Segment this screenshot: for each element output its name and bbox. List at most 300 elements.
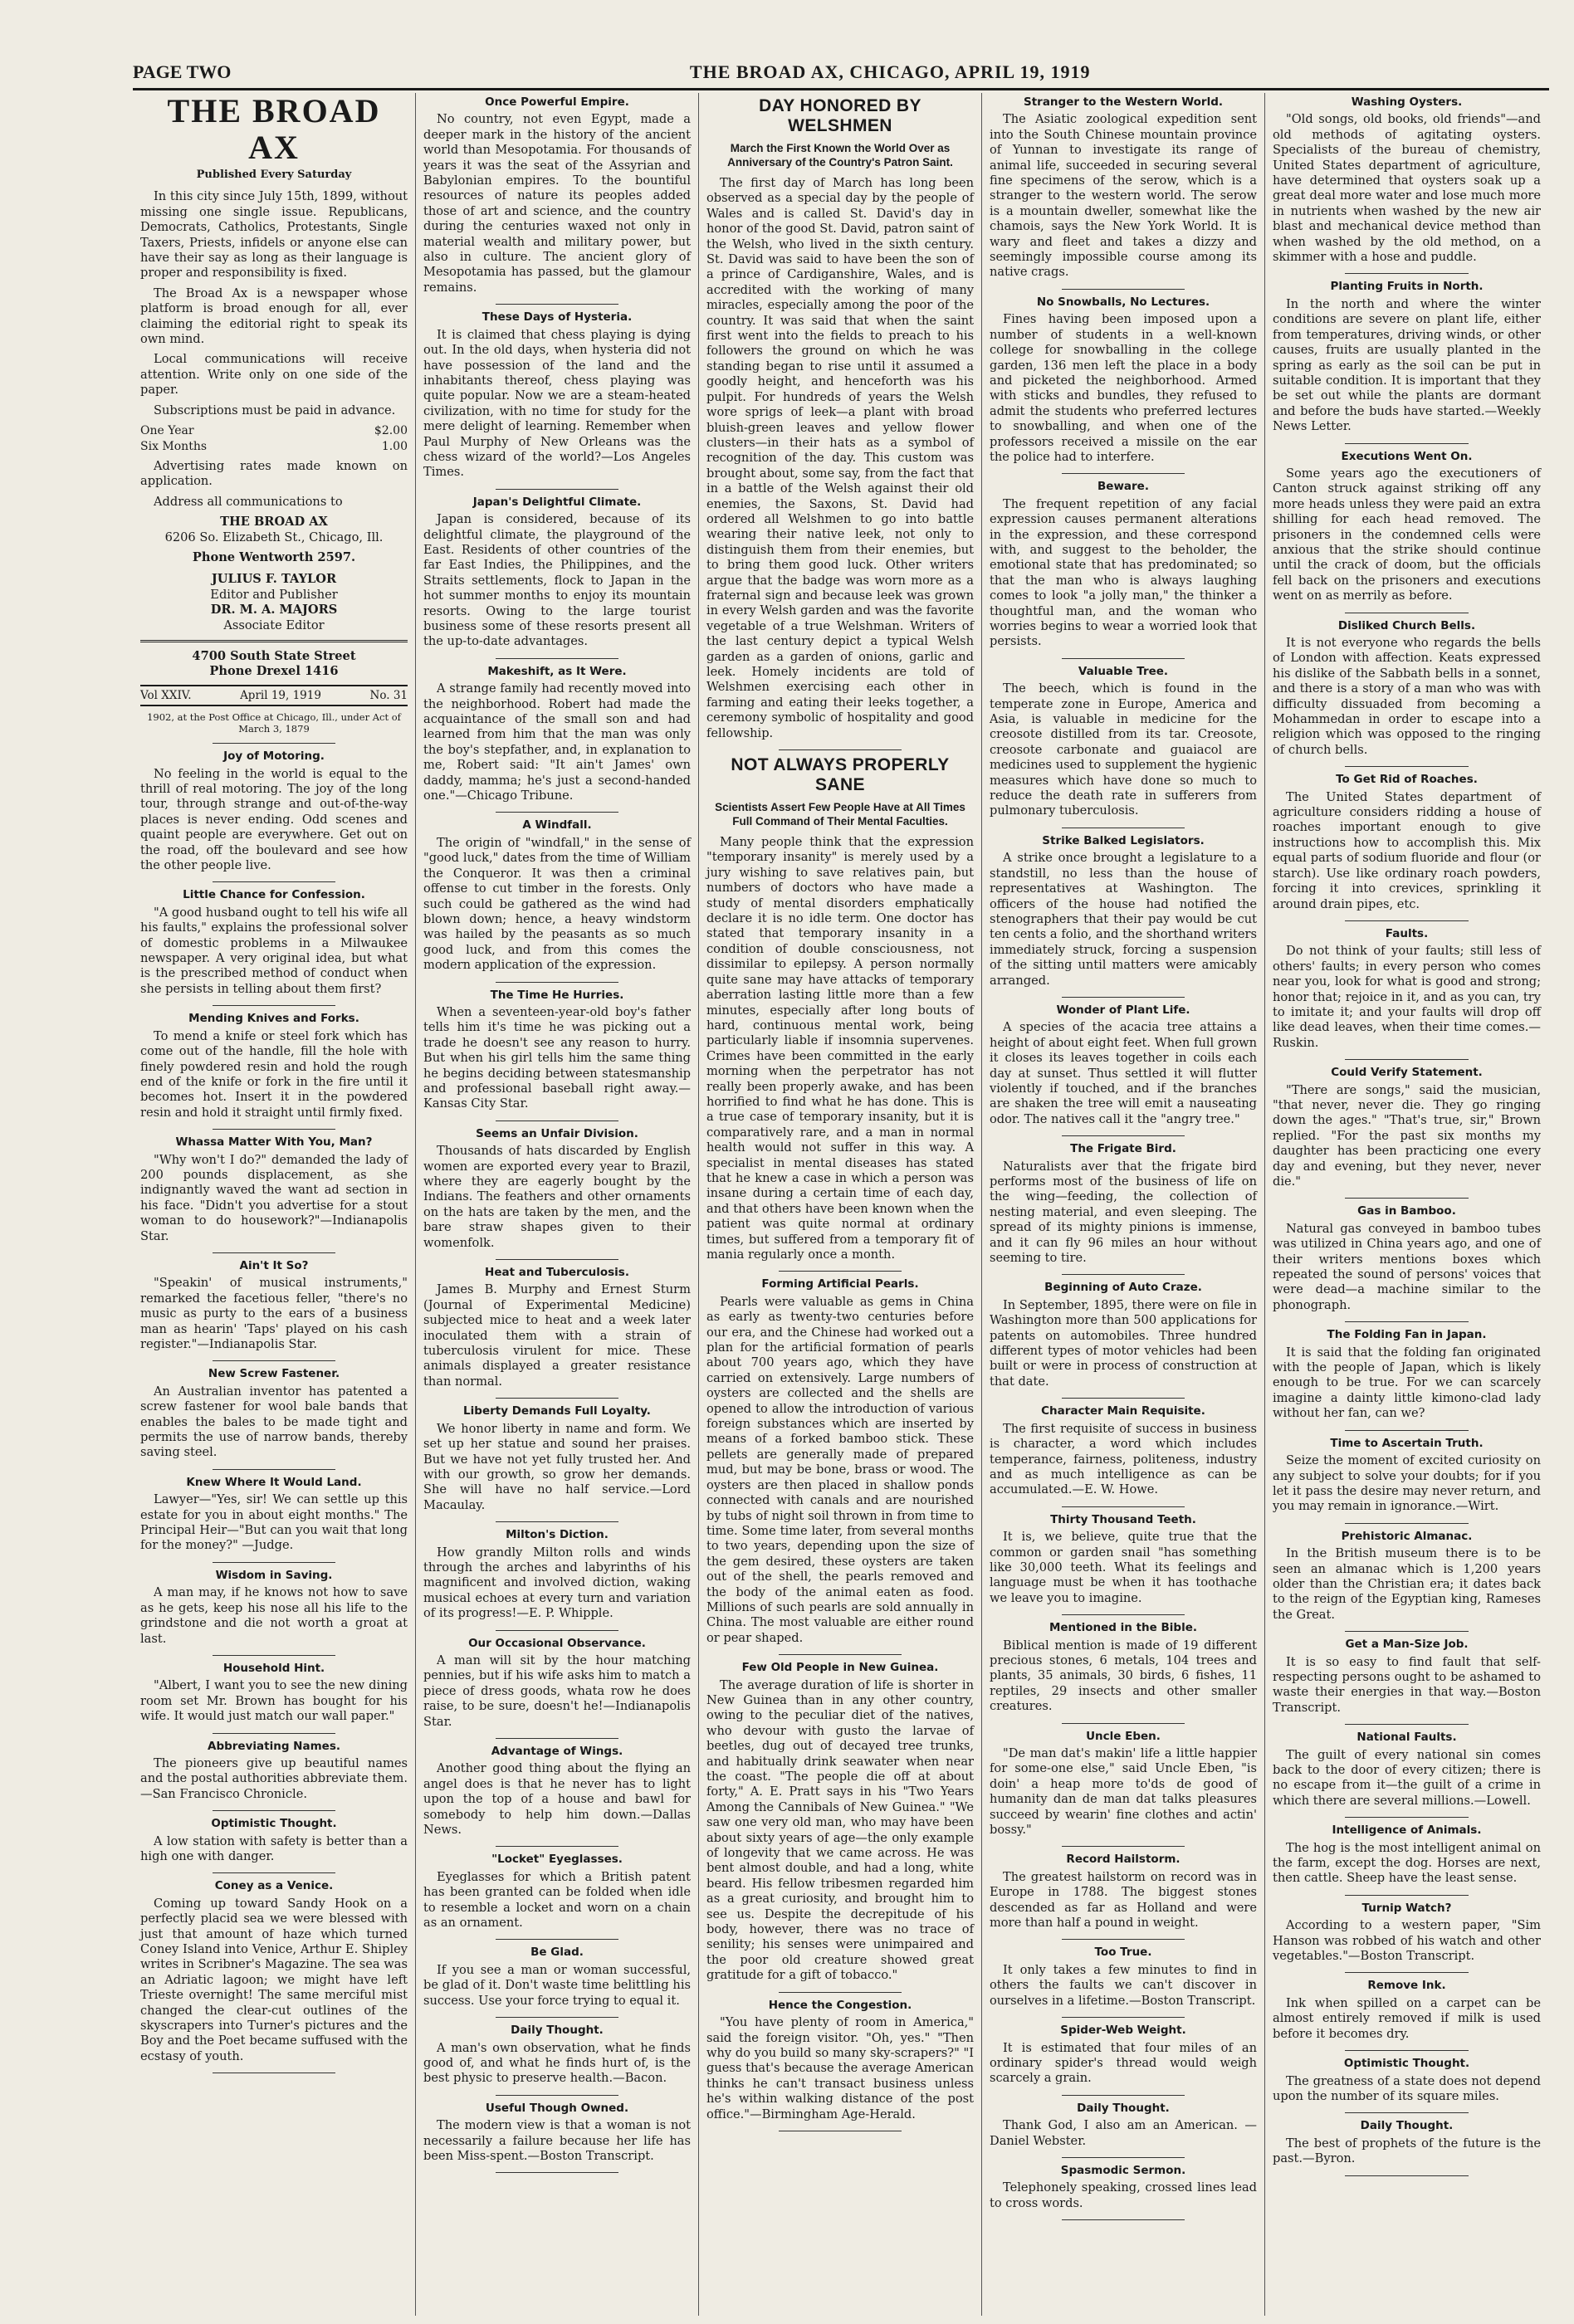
article-body: It is claimed that chess playing is dying out. In the old days, when hysteria did not have possession of the land and the inhabitants thereof, chess playing was quite popular. Now we are a steam-heated civilization, with no time for study for the mere delight of learning. Remember when Paul Murphy of New Orleans was the chess wizard of the world?—Los Angeles Times.: [423, 327, 691, 480]
article-body: Natural gas conveyed in bamboo tubes was utilized in China years ago, and one of their writers mentions boxes which repeated the sound of persons' voices that were dead—a machine similar to the phonograph.: [1273, 1221, 1541, 1312]
article: [990, 2101, 1257, 2158]
article: [140, 1475, 408, 1563]
address-note: Address all communications to: [154, 494, 343, 509]
article: [423, 495, 691, 659]
article-rule: [1345, 1724, 1469, 1725]
article-body: A strike once brought a legislature to a standstill, no less than the house of representatives at Washington. The officers of the house had notified the stenographers that their pay would be cut ten cents a folio, and the shorthand writers immediately struck, forcing a suspension of the sitting until matters were amicably arranged.: [990, 851, 1257, 988]
article-body: The origin of "windfall," in the sense of "good luck," dates from the time of William the Conqueror. It was then a criminal offense to cut timber in the forests. Only such could be gathered as the wind had blown down; hence, a heavy windstorm was hailed by the peasants as so much good luck, and from this comes the modern application of the expression.: [423, 835, 691, 973]
article-body: The guilt of every national sin comes back to the door of every citizen; there is no escape from it—the guilt of a crime in which there are several millions.—Lowell.: [1273, 1747, 1541, 1808]
article-rule: [496, 1846, 618, 1847]
article-body: The best of prophets of the future is the past.—Byron.: [1273, 2136, 1541, 2166]
article-body: "A good husband ought to tell his wife all his faults," explains the professional solver of domestic problems in a Milwaukee newspaper. A very original idea, but what is the prescribed method of conduct when she persists in telling about them first?: [140, 905, 408, 996]
rate-amount: 1.00: [381, 439, 408, 453]
article-rule: [213, 1129, 335, 1130]
article-headline: DAY HONORED BY WELSHMEN: [759, 96, 921, 135]
article: [423, 1852, 691, 1940]
article-body: The average duration of life is shorter in New Guinea than in any other country, owing to the peculiar diet of the natives, who devour with gusto the larvae of beetles, dug out of decayed tree trunks, and habitually drink seawater when near the coast. "The people die off at about forty," A. E. Pratt says in his "Two Years Among the Cannibals of New Guinea." "We saw one very old man, who may have been about sixty years of age—the only example of longevity that we came across. He was bent almost double, and had a long, white beard. His fellow tribesmen regarded him as a great curiosity, and brought him to see us. Despite the decrepitude of his body, however, there was no trace of senility; his senses were unimpaired and the poor old creature showed great gratitude for a gift of tobacco.": [706, 1677, 974, 1983]
article-headline: Washing Oysters.: [1351, 95, 1463, 109]
article-rule: [496, 812, 618, 813]
article-rule: [1062, 2157, 1185, 2158]
article-headline: The Time He Hurries.: [490, 988, 624, 1002]
article-body: The Asiatic zoological expedition sent into the South Chinese mountain province of Yunnan to investigate its range of animal life, succeeded in securing several fine specimens of the serow, which is a stranger to the western world. The serow is a mountain dweller, somewhat like the chamois, says the New York World. It is wary and fleet and takes a dizzy and seemingly impossible course among its native crags.: [990, 112, 1257, 280]
article: [1273, 926, 1541, 1060]
article-rule: [1345, 2112, 1469, 2113]
article: [990, 1945, 1257, 2018]
volume: Vol XXIV.: [140, 688, 192, 702]
article-body: "Speakin' of musical instruments," remarked the facetious feller, "there's no music as purty to the ears of a business man as hearin' 'Taps' played on his cash register."—Indianapolis Star.: [140, 1276, 408, 1351]
article-body: Thank God, I also am an American. —Daniel Webster.: [990, 2118, 1257, 2148]
article-body: Seize the moment of excited curiosity on any subject to solve your doubts; for if you let it pass the desire may never return, and you may remain in ignorance.—Wirt.: [1273, 1453, 1541, 1514]
rate-row: [140, 423, 408, 438]
address-street: 6206 So. Elizabeth St., Chicago, Ill.: [164, 530, 384, 544]
article-headline: Heat and Tuberculosis.: [485, 1266, 629, 1280]
article-rule: [213, 1469, 335, 1470]
article: [1273, 618, 1541, 768]
article: [423, 1265, 691, 1399]
masthead-rule: [140, 640, 408, 642]
article-deck: March the First Known the World Over as Anniversary of the Country's Patron Saint.: [727, 142, 953, 168]
article-rule: [496, 1120, 618, 1121]
article-headline: Wisdom in Saving.: [215, 1568, 333, 1582]
article-headline: Beginning of Auto Craze.: [1044, 1281, 1202, 1295]
article-rule: [496, 1521, 618, 1522]
article-body: If you see a man or woman successful, be glad of it. Don't waste time belittling his success. Use your force trying to equal it.: [423, 1962, 691, 2008]
office-phone: Phone Drexel 1416: [209, 664, 339, 679]
address-name: THE BROAD AX: [220, 515, 328, 530]
article-headline: Mentioned in the Bible.: [1049, 1621, 1198, 1635]
article-body: Coming up toward Sandy Hook on a perfectly placid sea we were blessed with just that amount of haze which turned Coney Island into Venice, Arthur E. Shipley writes in Scribner's Magazine. The sea was an Adriatic lagoon; we might have left Trieste overnight! The same merciful mist changed the clear-cut outlines of the skyscrapers into Turner's pictures and the Boy and the Poet became suffused with the ecstasy of youth.: [140, 1896, 408, 2063]
article-rule: [1062, 1846, 1185, 1847]
article: [140, 1568, 408, 1656]
article: [1273, 279, 1541, 443]
article-rule: [1062, 2017, 1185, 2018]
article-body: Fines having been imposed upon a number of students in a well-known college for snowballing in the college garden, 136 men left the place in a body and picketed the neighborhood. Armed with sticks and bundles, they refused to admit the students who preferred lectures to snowballing, and when one of the professors received a missile on the ear the police had to interfere.: [990, 312, 1257, 464]
article-rule: [1062, 997, 1185, 998]
article-rule: [213, 881, 335, 882]
article: [990, 1620, 1257, 1723]
article: [140, 1135, 408, 1253]
article-headline: Advantage of Wings.: [491, 1745, 623, 1758]
article-body: When a seventeen-year-old boy's father tells him it's time he was picking out a trade he doesn't see any reason to hurry. But when his girl tells him the same thing he begins deciding between statesmanship and professional baseball right away.—Kansas City Star.: [423, 1004, 691, 1111]
article: [140, 749, 408, 882]
masthead-subscriptions: Subscriptions must be paid in advance.: [154, 403, 396, 417]
article-headline: Daily Thought.: [511, 2024, 604, 2038]
article-body: A man's own observation, what he finds good of, and what he finds hurt of, is the best physic to preserve health.—Bacon.: [423, 2040, 691, 2086]
article-body: Japan is considered, because of its delightful climate, the playground of the East. Residents of other countries of the far East Indies, the Philippines, and the Straits settlements, flock to Japan in the hot summer months to enjoy its mountain resorts. Owing to the large tourist business some of these resorts present all the up-to-date advantages.: [423, 512, 691, 649]
article-rule: [1345, 1523, 1469, 1524]
article-headline: Strike Balked Legislators.: [1042, 833, 1205, 847]
column-3: [699, 93, 982, 2316]
article: [706, 1998, 974, 2131]
article-rule: [1062, 2219, 1185, 2220]
article-headline: Turnip Watch?: [1361, 1901, 1452, 1915]
article-body: Many people think that the expression "temporary insanity" is merely used by a jury wishing to save relatives pain, but numbers of doctors who have made a study of mental disorders emphatically declare it is no idle term. One doctor has stated that temporary insanity in a condition of double consciousness, not dissimilar to epilepsy. A person normally quite sane may have attacks of temporary aberration lasting little more than a few minutes, especially after long bouts of hard, continuous mental work, being particularly liable if insomnia supervenes. Crimes have been committed in the early morning when the perpetrator has not really been properly awake, and has been horrified to find what he has done. This is a true case of temporary insanity, but it is comparatively rare, and a man in normal health would not suffer in this way. A specialist in mental diseases has stated that he knew a case in which a person was insane during a certain time of each day, and that others have been known when the patient was quite normal at ordinary times, but suffered from a temporary fit of mania regularly once a month.: [706, 835, 974, 1262]
article: [990, 1729, 1257, 1848]
rate-row: [140, 439, 408, 454]
masthead-communications: Local communications will receive attention. Write only on one side of the paper.: [140, 352, 408, 398]
article: [1273, 1901, 1541, 1974]
article-body: The first requisite of success in business is character, a word which includes temperance, fairness, politeness, industry and as much intelligence as can be accumulated.—E. W. Howe.: [990, 1421, 1257, 1497]
article-rule: [496, 1259, 618, 1260]
article-headline: Stranger to the Western World.: [1023, 95, 1224, 109]
article: [1273, 1327, 1541, 1430]
article-body: "You have plenty of room in America," said the foreign visitor. "Oh, yes." "Then why do you build so many sky-scrapers?" "I guess that's because the average American thinks he can't transact business unless he's within walking distance of the post office."—Birmingham Age-Herald.: [706, 2015, 974, 2121]
article: [1273, 1204, 1541, 1322]
article-headline: Valuable Tree.: [1078, 664, 1169, 678]
article: [1273, 1823, 1541, 1896]
article-headline: Coney as a Venice.: [214, 1879, 334, 1893]
article-rule: [1345, 920, 1469, 921]
article-headline: Hence the Congestion.: [768, 1998, 912, 2012]
article-headline: The Folding Fan in Japan.: [1327, 1328, 1487, 1342]
article-rule: [496, 1738, 618, 1739]
article-body: James B. Murphy and Ernest Sturm (Journal of Experimental Medicine) subjected mice to heat and a week later inoculated them with a strain of tuberculosis virulent for mice. These animals displayed a greater resistance than normal.: [423, 1282, 691, 1389]
article-body: "Old songs, old books, old friends"—and old methods of agitating oysters. Specialists of the bureau of chemistry, United States department of agriculture, have determined that oysters soak up a great deal more water and lose much more in nutrients when washed by the new air blast and mechanical device method than when washed by the old method, on a skimmer with a hose and puddle.: [1273, 112, 1541, 265]
article-headline: Seems an Unfair Division.: [476, 1126, 638, 1140]
article-deck: Scientists Assert Few People Have at All Times Full Command of Their Mental Faculties.: [715, 801, 965, 828]
article: [423, 1404, 691, 1522]
article-body: "Why won't I do?" demanded the lady of 200 pounds displacement, as she indignantly waved the want ad section in his face. "Didn't you advertise for a stout woman to do housework?"—Indianapolis Star.: [140, 1152, 408, 1243]
article-body: Pearls were valuable as gems in China as early as twenty-two centuries before our era, and the Chinese had worked out a plan for the artificial formation of pearls about 700 years ago, which they have carried on extensively. Large numbers of oysters are collected and the shells are opened to allow the introduction of various foreign substances which are inserted by means of a forked bamboo stick. These pellets are generally made of prepared mud, but may be bone, brass or wood. The oysters are then placed in shallow ponds connected with canals and are nourished by tubs of night soil thrown in from time to time. Some time later, from several months to two years, depending upon the size of the gem desired, these oysters are taken out of the shell, the pearls removed and the body of the animal eaten as food. Millions of such pearls are sold annually in China. The most valuable are either round or pear shaped.: [706, 1294, 974, 1645]
article-headline: Joy of Motoring.: [223, 749, 325, 764]
article-body: It is, we believe, quite true that the common or garden snail "has something like 30,000 teeth. What its feelings and language must be when it has toothache we leave you to imagine.: [990, 1530, 1257, 1605]
article-rule: [496, 1939, 618, 1940]
volume-line: [140, 685, 408, 706]
article-rule: [1345, 1430, 1469, 1431]
issue-date: April 19, 1919: [240, 688, 321, 702]
article-rule: [1345, 1817, 1469, 1818]
article: [423, 1945, 691, 2018]
article: [1273, 1978, 1541, 2051]
article-headline: Faults.: [1385, 926, 1429, 940]
article-headline: Beware.: [1097, 480, 1149, 494]
article-headline: Japan's Delightful Climate.: [472, 495, 642, 509]
article-headline: Spasmodic Sermon.: [1060, 2163, 1186, 2177]
issue-number: No. 31: [369, 688, 408, 702]
article-headline: Character Main Requisite.: [1041, 1404, 1205, 1418]
masthead-title: THE BROAD AX: [167, 93, 381, 166]
article-headline: Makeshift, as It Were.: [487, 664, 627, 678]
article: [990, 479, 1257, 658]
article-body: Some years ago the executioners of Canton struck against striking off any more heads unless they were paid an extra shilling for each head removed. The prisoners in the condemned cells were anxious that the strike should continue until the crack of doom, but the officials fell back on the prisoners and executions went on as merrily as before.: [1273, 466, 1541, 603]
article-body: A strange family had recently moved into the neighborhood. Robert had made the acquaintance of the small son and had learned from him that the man was only the boy's stepfather, and, in explanation to me, Robert said: "It ain't James' own daddy, mamma; he's just a second-handed one."—Chicago Tribune.: [423, 681, 691, 803]
article-rule: [213, 1562, 335, 1563]
article-body: Telephonely speaking, crossed lines lead to cross words.: [990, 2180, 1257, 2210]
article-headline: Disliked Church Bells.: [1337, 618, 1476, 632]
article-rule: [213, 1872, 335, 1873]
associate-name: DR. M. A. MAJORS: [210, 603, 338, 618]
article-headline: Knew Where It Would Land.: [186, 1475, 362, 1489]
article: [140, 1366, 408, 1469]
article: [140, 1816, 408, 1873]
article-body: The frequent repetition of any facial expression causes permanent alterations in the expression, and these correspond with, and suggest to the beholder, the emotional state that has predominated; so that the man who is always laughing comes to look "a jolly man," the thinker a thoughtful man, and the woman who worries begins to wear a worried look that persists.: [990, 496, 1257, 649]
article: [1273, 1637, 1541, 1725]
article-headline: Record Hailstorm.: [1066, 1853, 1180, 1867]
article: [140, 887, 408, 1006]
rate-label: Six Months: [140, 439, 208, 453]
article-rule: [213, 1005, 335, 1006]
rate-amount: $2.00: [374, 424, 408, 438]
article-rule: [1345, 1895, 1469, 1896]
article-headline: Uncle Eben.: [1086, 1729, 1161, 1743]
article-headline: Be Glad.: [530, 1946, 584, 1960]
article-body: A man may, if he knows not how to save as he gets, keep his nose all his life to the grindstone and die not worth a groat at last.: [140, 1585, 408, 1646]
article-rule: [1062, 1723, 1185, 1724]
article-headline: Our Occasional Observance.: [468, 1636, 646, 1650]
article-rule: [779, 749, 902, 750]
article-rule: [1062, 1939, 1185, 1940]
article-rule: [1062, 1274, 1185, 1275]
article-headline: New Screw Fastener.: [208, 1367, 340, 1381]
running-head: THE BROAD AX, CHICAGO, APRIL 19, 1919: [689, 61, 1091, 82]
article-rule: [1062, 1614, 1185, 1615]
article-rule: [213, 1655, 335, 1656]
article: [423, 95, 691, 305]
article: [1273, 95, 1541, 274]
article: [423, 310, 691, 489]
article-rule: [1345, 2050, 1469, 2051]
article: [140, 1011, 408, 1130]
article-rule: [496, 658, 618, 659]
article-headline: Forming Artificial Pearls.: [761, 1277, 919, 1291]
masthead-platform: The Broad Ax is a newspaper whose platform is broad enough for all, ever claiming the editorial right to speak its own mind.: [140, 286, 408, 347]
article: [423, 988, 691, 1121]
editor-title: Editor and Publisher: [210, 587, 338, 602]
article-rule: [213, 1810, 335, 1811]
article-rule: [496, 2095, 618, 2096]
article-rule: [1062, 289, 1185, 290]
article-rule: [496, 1398, 618, 1399]
article-rule: [1062, 1398, 1185, 1399]
article: [990, 1852, 1257, 1940]
article-body: No feeling in the world is equal to the thrill of real motoring. The joy of the long tour, through strange and out-of-the-way places is never ending. Odd scenes and quaint people are everywhere. Get out on the road, off the boulevard and see how the other people live.: [140, 766, 408, 873]
article-rule: [1345, 2175, 1469, 2176]
article-headline: Prehistoric Almanac.: [1341, 1529, 1473, 1543]
article: [1273, 772, 1541, 921]
article-rule: [496, 982, 618, 983]
article-headline: Few Old People in New Guinea.: [741, 1661, 939, 1675]
article: [990, 2023, 1257, 2096]
article-headline: Milton's Diction.: [506, 1528, 609, 1542]
article-rule: [1345, 1321, 1469, 1322]
column-2: [416, 93, 699, 2316]
article-body: The pioneers give up beautiful names and the postal authorities abbreviate them.—San Francisco Chronicle.: [140, 1755, 408, 1801]
article: [423, 2023, 691, 2096]
article-headline: Useful Though Owned.: [485, 2101, 629, 2115]
article-headline: "Locket" Eyeglasses.: [491, 1853, 623, 1867]
article: [1273, 1529, 1541, 1632]
article-body: An Australian inventor has patented a screw fastener for wool bale bands that enables the bales to be made tight and permits the use of narrow bands, thereby saving steel.: [140, 1384, 408, 1460]
article-rule: [1062, 2095, 1185, 2096]
article-headline: Could Verify Statement.: [1331, 1066, 1483, 1080]
article-headline: Time to Ascertain Truth.: [1330, 1436, 1484, 1450]
office-street: 4700 South State Street: [192, 648, 356, 663]
article-body: How grandly Milton rolls and winds through the arches and labyrinths of his magnificent and involved diction, waking musical echoes at every turn and variation of its progress!—E. P. Whipple.: [423, 1545, 691, 1621]
article-rule: [1345, 443, 1469, 444]
article: [990, 1512, 1257, 1615]
article-headline: The Frigate Bird.: [1070, 1142, 1176, 1156]
article-rule: [496, 1630, 618, 1631]
article-body: According to a western paper, "Sim Hanson was robbed of his watch and other vegetables."—Boston Transcript.: [1273, 1918, 1541, 1964]
article: [990, 664, 1257, 828]
article-rule: [1345, 273, 1469, 274]
article-headline: To Get Rid of Roaches.: [1336, 773, 1478, 787]
article: [1273, 2056, 1541, 2113]
article-body: Another good thing about the flying an angel does is that he never has to light upon the top of a house and bawl for somebody to help him down.—Dallas News.: [423, 1761, 691, 1838]
article-headline: Ain't It So?: [239, 1258, 309, 1272]
article-headline: Optimistic Thought.: [1343, 2057, 1470, 2071]
article-rule: [779, 1654, 902, 1655]
article-headline: Liberty Demands Full Loyalty.: [463, 1404, 651, 1418]
article: [990, 95, 1257, 290]
article-body: Ink when spilled on a carpet can be almost entirely removed if milk is used before it becomes dry.: [1273, 1995, 1541, 2041]
article-body: Do not think of your faults; still less of others' faults; in every person who comes near you, look for what is good and strong; honor that; rejoice in it, and as you can, try to imitate it; and your faults will drop off like dead leaves, when their time comes.—Ruskin.: [1273, 944, 1541, 1050]
article-headline: Little Chance for Confession.: [183, 888, 365, 902]
article-body: It is estimated that four miles of an ordinary spider's thread would weigh scarcely a grain.: [990, 2040, 1257, 2086]
article: [423, 1744, 691, 1847]
article-headline: These Days of Hysteria.: [481, 310, 633, 325]
article-headline: Whassa Matter With You, Man?: [175, 1135, 373, 1150]
article-headline: No Snowballs, No Lectures.: [1036, 295, 1210, 309]
article-headline: Wonder of Plant Life.: [1056, 1003, 1190, 1017]
article: [140, 1661, 408, 1734]
article: [990, 1280, 1257, 1399]
article-headline: Intelligence of Animals.: [1332, 1824, 1482, 1838]
rates-table: [140, 423, 408, 454]
masthead-advertising: Advertising rates made known on application.: [140, 458, 408, 489]
article-rule: [779, 1271, 902, 1272]
article: [1273, 2118, 1541, 2175]
article-headline: Remove Ink.: [1367, 1979, 1446, 1993]
page-label: PAGE TWO: [133, 61, 232, 82]
article-body: We honor liberty in name and form. We set up her statue and sound her praises. But we have not yet fully trusted her. And with our growth, so grow her demands. She will have no half service.—Lord Macaulay.: [423, 1421, 691, 1512]
article-rule: [1345, 1972, 1469, 1973]
article-body: The modern view is that a woman is not necessarily a failure because her life has been Miss-spent.—Boston Transcript.: [423, 2118, 691, 2163]
article-headline: Gas in Bamboo.: [1357, 1204, 1456, 1218]
article-headline: Abbreviating Names.: [208, 1739, 340, 1753]
article-rule: [1345, 1059, 1469, 1060]
article: [423, 818, 691, 982]
article-body: The United States department of agriculture considers ridding a house of roaches important enough to give instructions how to accomplish this. Mix equal parts of sodium fluoride and flour (or starch). Use like ordinary roach powders, forcing it into crevices, sprinkling it around drain pipes, etc.: [1273, 789, 1541, 911]
folio-bar: [133, 58, 1549, 86]
article-rule: [496, 489, 618, 490]
article-headline: Too True.: [1094, 1946, 1152, 1960]
article-rule: [1345, 766, 1469, 767]
article: [140, 1258, 408, 1361]
article: [423, 2101, 691, 2174]
masthead-statement: In this city since July 15th, 1899, without missing one single issue. Republicans, Democrats, Catholics, Protestants, Single Taxers, Priests, infidels or anyone else can have their say as long as their language is proper and responsibility is fixed.: [140, 189, 408, 281]
article: [1273, 1730, 1541, 1818]
article: [1273, 1065, 1541, 1199]
article: [990, 295, 1257, 474]
article-body: It is said that the folding fan originated with the people of Japan, which is likely enough to be true. For we can scarcely imagine a dainty little kimono-clad lady without her fan, can we?: [1273, 1345, 1541, 1421]
associate-title: Associate Editor: [223, 618, 325, 632]
article-rule: [1345, 1198, 1469, 1199]
phone-line: Phone Wentworth 2597.: [192, 549, 356, 564]
article-rule: [213, 1252, 335, 1253]
article-headline: Daily Thought.: [1360, 2119, 1454, 2133]
article: [140, 1739, 408, 1812]
article: [423, 1636, 691, 1739]
article-headline: Spider-Web Weight.: [1060, 2024, 1186, 2038]
article-body: No country, not even Egypt, made a deeper mark in the history of the ancient world than Mesopotamia. For thousands of years it was the seat of the Assyrian and Babylonian empires. To the bountiful resources of nature its peoples added those of art and science, and the country during the centuries waxed not only in material wealth and military power, but also in culture. The ancient glory of Mesopotamia has passed, but the glamour remains.: [423, 112, 691, 295]
article: [1273, 449, 1541, 613]
article-headline: Daily Thought.: [1077, 2101, 1170, 2115]
article-headline: Thirty Thousand Teeth.: [1050, 1512, 1196, 1526]
article-headline: NOT ALWAYS PROPERLY SANE: [731, 755, 950, 795]
article-rule: [1345, 1631, 1469, 1632]
article-body: The first day of March has long been observed as a special day by the people of Wales and is called St. David's day in honor of the good St. David, patron saint of the Welsh, who lived in the sixth century. St. David was said to have been the son of a prince of Cardiganshire, Wales, and is accredited with the working of many miracles, especially among the poor of the country. It was said that when the saint first went into the fields to preach to his followers the ground on which he was standing began to rise until it assumed a goodly height, and henceforth was his pulpit. For hundreds of years the Welsh wore sprigs of leek—a plant with broad bluish-green leaves and yellow flower clusters—in their hats as a symbol of recognition of the day. This custom was brought about, some say, from the fact that in a battle of the Welsh against their old enemies, the Saxons, St. David had ordered all Welshmen to go into battle wearing their native leek, not only to distinguish them from their enemies, but to bring them good luck. Other writers argue that the badge was worn more as a fraternal sign and because leek was grown in every Welsh garden and was the favorite vegetable of a true Welshman. Writers of the last century depict a typical Welsh garden as a garden of onions, garlic and leek. Homely incidents are told of Welshmen exercising each other in farming and eating their leeks together, a ceremony symbolic of hospitality and good fellowship.: [706, 176, 974, 740]
article-body: In the British museum there is to be seen an almanac which is 1,200 years older than the Christian era; it dates back to the reign of the Egyptian king, Rameses the Great.: [1273, 1546, 1541, 1622]
article: [706, 755, 974, 1272]
columns: [133, 93, 1549, 2316]
article-body: It is not everyone who regards the bells of London with affection. Keats expressed his dislike of the Sabbath bells in a sonnet, and there is a story of a man who was with difficulty dissuaded from becoming a Mohammedan in order to escape into a religion which was opposed to the ringing of church bells.: [1273, 636, 1541, 757]
article: [706, 96, 974, 750]
article: [990, 1141, 1257, 1275]
article-body: The greatest hailstorm on record was in Europe in 1788. The biggest stones descended as far as Holland and were more than half a pound in weight.: [990, 1869, 1257, 1931]
article-headline: Get a Man-Size Job.: [1345, 1638, 1469, 1652]
column-4: [982, 93, 1265, 2316]
article-body: The beech, which is found in the temperate zone in Europe, America and Asia, is valuable in medicine for the creosote distilled from its tar. Creosote, creosote carbonate and guaiacol are medicines used to supplement the hygienic measures which have done so much to reduce the death rate in sufferers from pulmonary tuberculosis.: [990, 681, 1257, 818]
article-body: In September, 1895, there were on file in Washington more than 500 applications for patents on automobiles. Three hundred different types of motor vehicles had been built or were in process of construction at that date.: [990, 1297, 1257, 1389]
column-1: [133, 93, 416, 2316]
article-body: The hog is the most intelligent animal on the farm, except the dog. Horses are next, then cattle. Sheep have the least sense.: [1273, 1840, 1541, 1886]
article-rule: [1062, 658, 1185, 659]
article-rule: [496, 2017, 618, 2018]
article: [423, 1527, 691, 1630]
article-headline: Household Hint.: [222, 1661, 325, 1675]
article: [706, 1277, 974, 1655]
article-rule: [1062, 1135, 1185, 1136]
article-body: "There are songs," said the musician, "that never, never die. They go ringing down the ages." "That's true, sir," Brown replied. "For the past six months my daughter has been practicing one every day and evening, but they never, never die.": [1273, 1082, 1541, 1189]
editor-name: JULIUS F. TAYLOR: [211, 572, 337, 587]
article-rule: [213, 1733, 335, 1734]
article-body: "De man dat's makin' life a little happier for some-one else," said Uncle Eben, "is doin' a heap more to'ds de good of humanity dan de man dat talks pleasures succeed by wearin' fine clothes and actin' bossy.": [990, 1746, 1257, 1838]
article-body: "Albert, I want you to see the new dining room set Mr. Brown has bought for his wife. It would just match our wall paper.": [140, 1678, 408, 1724]
article-body: A species of the acacia tree attains a height of about eight feet. When full grown it closes its leaves together in coils each day at sunset. Thus settled it will flutter violently if touched, and if the branches are shaken the tree will emit a nauseating odor. The natives call it the "angry tree.": [990, 1020, 1257, 1126]
article-body: In the north and where the winter conditions are severe on plant life, either from temperatures, driving winds, or other causes, fruits are usually planted in the spring as early as the soil can be put in suitable condition. It is important that they be set out while the plants are dormant and before the buds have started.—Weekly News Letter.: [1273, 296, 1541, 434]
article-body: A low station with safety is better than a high one with danger.: [140, 1833, 408, 1863]
article: [990, 2163, 1257, 2220]
article-rule: [213, 1360, 335, 1361]
article-headline: A Windfall.: [522, 818, 592, 832]
article-headline: Planting Fruits in North.: [1330, 280, 1484, 294]
top-rule: [133, 88, 1549, 90]
article-body: Thousands of hats discarded by English women are exported every year to Brazil, where they are eagerly bought by the Indians. The feathers and other ornaments on the hats are taken by the men, and the bare straw shapes given to their womenfolk.: [423, 1144, 691, 1250]
article-rule: [1062, 473, 1185, 474]
article: [423, 1126, 691, 1260]
article-body: To mend a knife or steel fork which has come out of the handle, fill the hole with finely powdered resin and hold the rough end of the knife or fork in the fire until it becomes hot. Insert it in the powdered resin and hold it straight until firmly fixed.: [140, 1028, 408, 1120]
article-headline: Once Powerful Empire.: [485, 95, 629, 109]
article-rule: [496, 2172, 618, 2173]
article-body: Naturalists aver that the frigate bird performs most of the business of life on the wing—feeding, the collection of nesting material, and even sleeping. The spread of its mighty pinions is immense, and it can fly 96 miles an hour without seeming to tire.: [990, 1159, 1257, 1266]
entry-note: 1902, at the Post Office at Chicago, Ill., under Act of March 3, 1879: [147, 711, 401, 735]
article-rule: [779, 1992, 902, 1993]
column-5: [1265, 93, 1548, 2316]
article-headline: Executions Went On.: [1341, 449, 1473, 463]
article-body: It only takes a few minutes to find in others the faults we can't discover in ourselves in a lifetime.—Boston Transcript.: [990, 1962, 1257, 2008]
article: [706, 1660, 974, 1993]
article-body: Lawyer—"Yes, sir! We can settle up this estate for you in about eight months." The Principal Heir—"But can you wait that long for the money?" —Judge.: [140, 1492, 408, 1553]
article-rule: [1062, 1506, 1185, 1507]
article-body: Eyeglasses for which a British patent has been granted can be folded when idle to resemble a locket and worn on a chain as an ornament.: [423, 1869, 691, 1931]
article: [423, 664, 691, 813]
article: [1273, 1436, 1541, 1524]
article-body: It is so easy to find fault that self-respecting persons ought to be ashamed to waste their energies in that way.—Boston Transcript.: [1273, 1654, 1541, 1715]
article-body: The greatness of a state does not depend upon the number of its square miles.: [1273, 2073, 1541, 2103]
article: [990, 1003, 1257, 1136]
article-headline: Optimistic Thought.: [211, 1817, 337, 1831]
